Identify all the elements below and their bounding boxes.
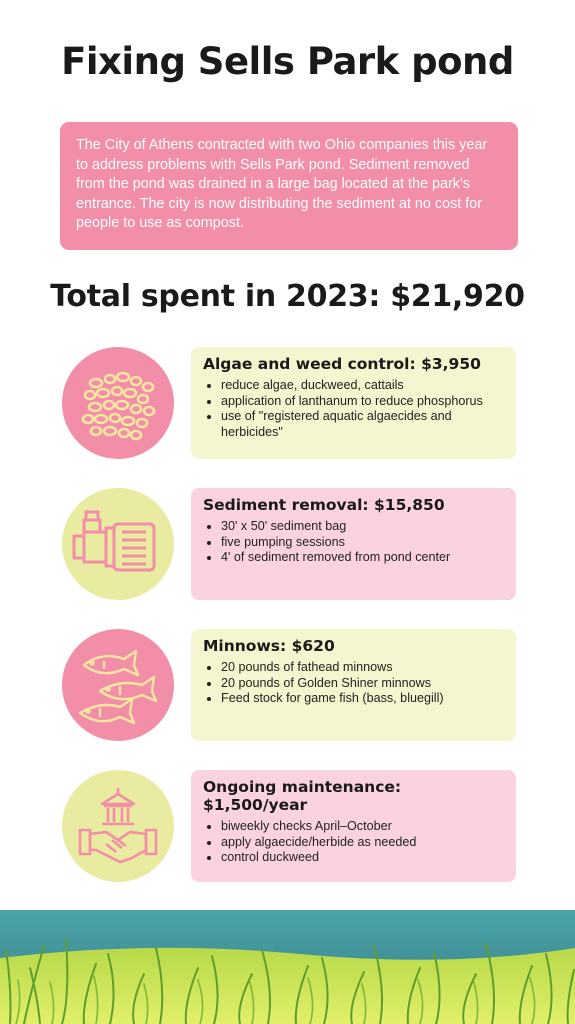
list-item: • Feed stock for game fish (bass, bluegill) xyxy=(221,691,504,707)
section-heading: Sediment removal: $15,850 xyxy=(203,496,445,514)
grass-illustration xyxy=(0,910,575,1024)
list-item: • 30' x 50' sediment bag xyxy=(221,519,504,535)
maintenance-card xyxy=(191,770,516,882)
minnows-card xyxy=(191,629,516,741)
intro-text: The City of Athens contracted with two Ohio companies this year to address problems with Sells Park pond. Sediment removed from the pond was drained in a large bag located at the park's entrance. The city is now distributing the sediment at no cost for people to use as compost. xyxy=(60,122,518,250)
list-item: • use of "registered aquatic algaecides and herbicides" xyxy=(221,409,504,440)
algae-card xyxy=(191,347,516,459)
sediment-card xyxy=(191,488,516,600)
list-item: • apply algaecide/herbide as needed xyxy=(221,835,504,851)
algae-icon xyxy=(62,347,174,459)
list-item: • five pumping sessions xyxy=(221,535,504,551)
list-item: • control duckweed xyxy=(221,850,504,866)
list-item: • biweekly checks April–October xyxy=(221,819,504,835)
list-item: • 4' of sediment removed from pond center xyxy=(221,550,504,566)
section-heading: Algae and weed control: $3,950 xyxy=(203,355,481,373)
page-title: Fixing Sells Park pond xyxy=(61,40,514,83)
list-item: • reduce algae, duckweed, cattails xyxy=(221,378,504,394)
handshake-government-icon xyxy=(62,770,174,882)
list-item: • application of lanthanum to reduce phosphorus xyxy=(221,394,504,410)
list-item: • 20 pounds of fathead minnows xyxy=(221,660,504,676)
fish-icon xyxy=(62,629,174,741)
pump-icon xyxy=(62,488,174,600)
section-heading: Ongoing maintenance: $1,500/year xyxy=(203,778,402,814)
total-spent: Total spent in 2023: $21,920 xyxy=(50,279,525,314)
list-item: • 20 pounds of Golden Shiner minnows xyxy=(221,676,504,692)
section-heading: Minnows: $620 xyxy=(203,637,335,655)
